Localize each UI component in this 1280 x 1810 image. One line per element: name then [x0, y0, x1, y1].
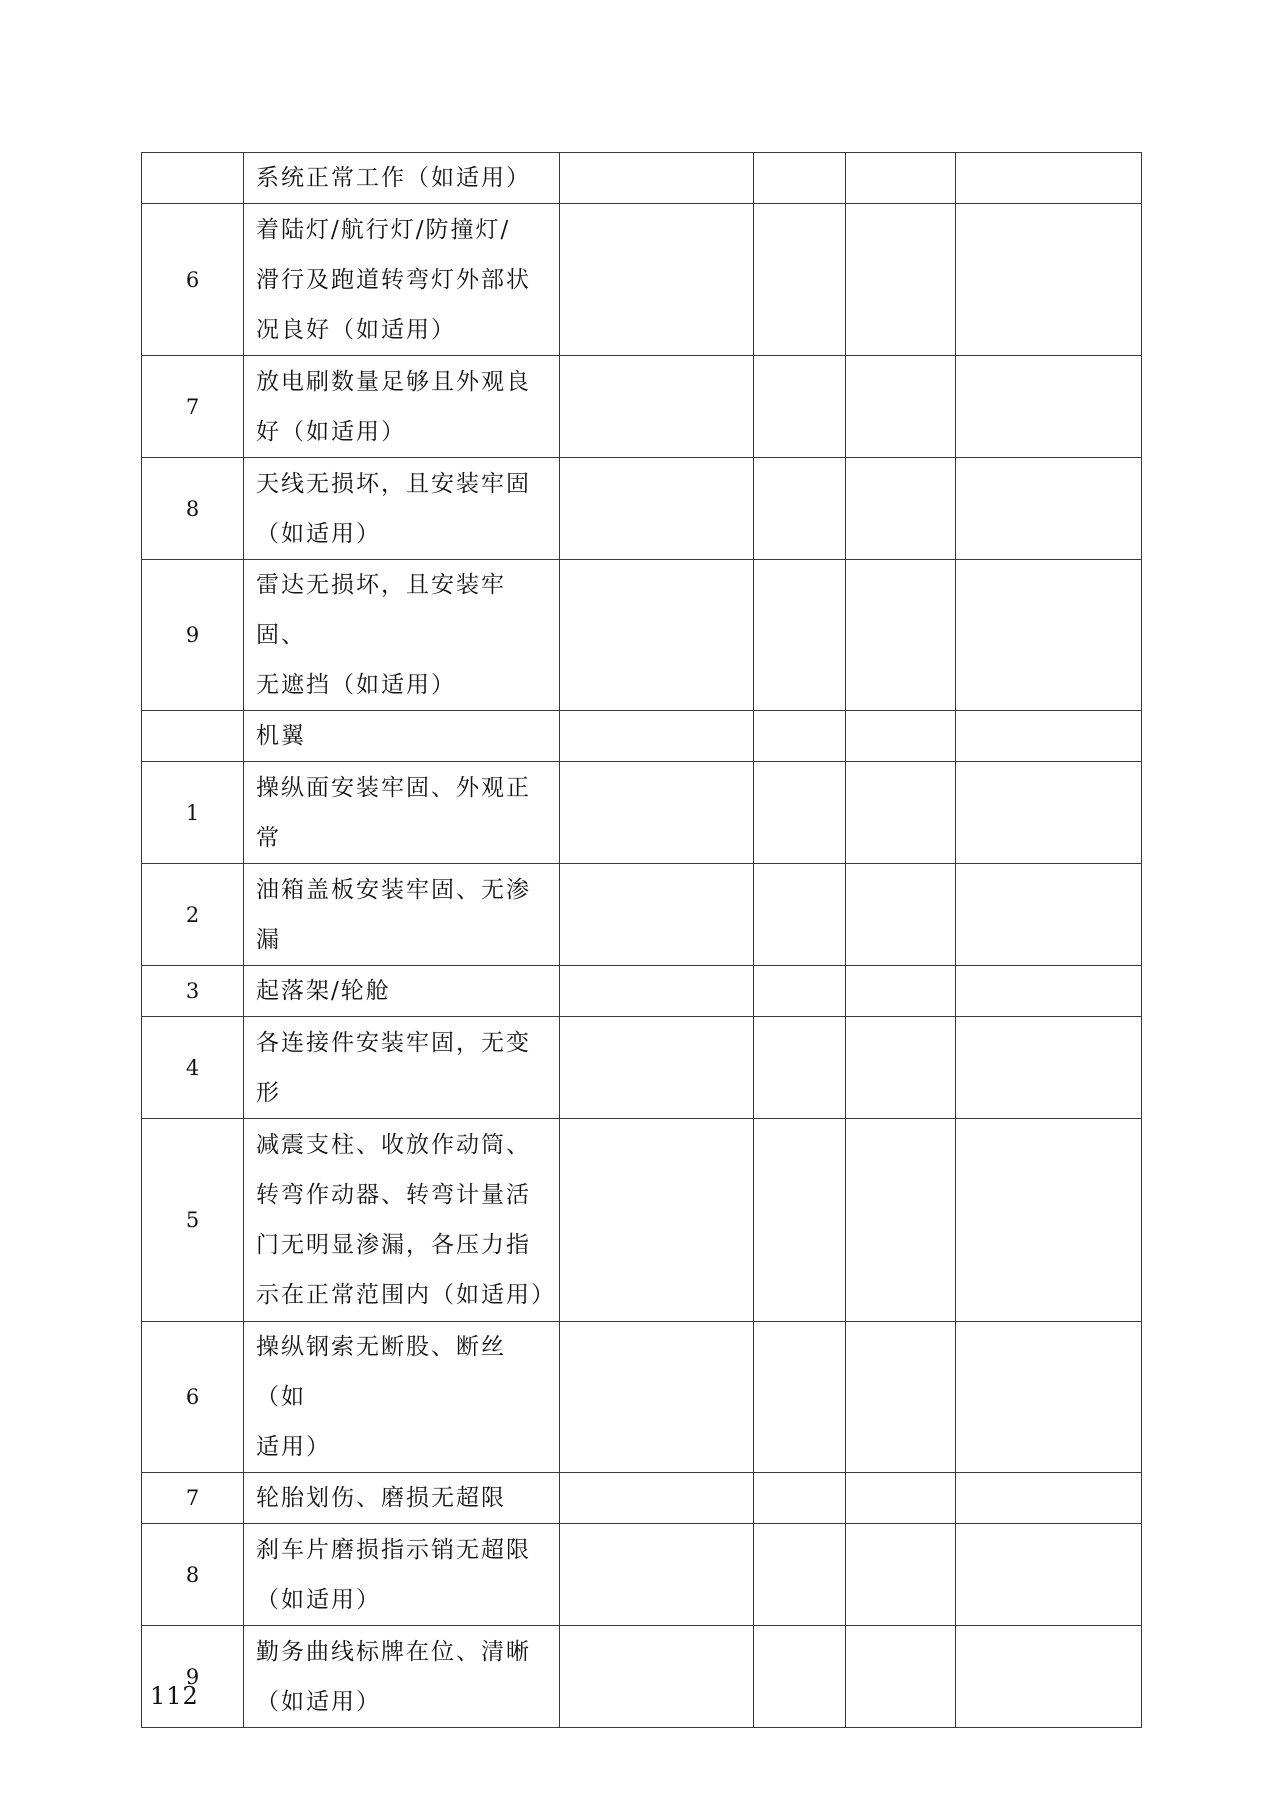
table-row — [142, 864, 1142, 966]
blank-cell — [754, 1017, 846, 1119]
row-number: 9 — [142, 1626, 244, 1728]
blank-cell — [560, 153, 754, 204]
table-row — [142, 1524, 1142, 1626]
blank-cell — [846, 1119, 956, 1322]
blank-cell — [560, 864, 754, 966]
blank-cell — [846, 1017, 956, 1119]
row-number — [142, 153, 244, 204]
inspection-item: 减震支柱、收放作动筒、 转弯作动器、转弯计量活 门无明显渗漏，各压力指 示在正常范围内（如适用） — [244, 1119, 560, 1322]
table-row — [142, 458, 1142, 560]
blank-cell — [560, 1322, 754, 1473]
row-number: 8 — [142, 458, 244, 560]
blank-cell — [956, 1322, 1142, 1473]
blank-cell — [754, 864, 846, 966]
blank-cell — [754, 153, 846, 204]
table-row — [142, 1626, 1142, 1728]
blank-cell — [560, 762, 754, 864]
inspection-item: 起落架/轮舱 — [244, 966, 560, 1017]
blank-cell — [956, 1017, 1142, 1119]
table-row — [142, 1119, 1142, 1322]
blank-cell — [846, 1626, 956, 1728]
table-row — [142, 204, 1142, 356]
blank-cell — [846, 966, 956, 1017]
row-number: 5 — [142, 1119, 244, 1322]
blank-cell — [846, 711, 956, 762]
row-number: 3 — [142, 966, 244, 1017]
table-row — [142, 762, 1142, 864]
blank-cell — [560, 1524, 754, 1626]
inspection-item: 油箱盖板安装牢固、无渗 漏 — [244, 864, 560, 966]
inspection-item: 系统正常工作（如适用） — [244, 153, 560, 204]
blank-cell — [560, 204, 754, 356]
blank-cell — [754, 204, 846, 356]
blank-cell — [846, 762, 956, 864]
row-number: 7 — [142, 356, 244, 458]
blank-cell — [560, 560, 754, 711]
row-number: 6 — [142, 204, 244, 356]
table-row — [142, 1017, 1142, 1119]
blank-cell — [754, 711, 846, 762]
inspection-item: 雷达无损坏，且安装牢固、 无遮挡（如适用） — [244, 560, 560, 711]
inspection-item: 各连接件安装牢固，无变 形 — [244, 1017, 560, 1119]
blank-cell — [846, 356, 956, 458]
row-number: 4 — [142, 1017, 244, 1119]
blank-cell — [754, 966, 846, 1017]
row-number: 6 — [142, 1322, 244, 1473]
blank-cell — [956, 560, 1142, 711]
blank-cell — [754, 1626, 846, 1728]
blank-cell — [956, 1473, 1142, 1524]
blank-cell — [560, 1017, 754, 1119]
blank-cell — [846, 458, 956, 560]
blank-cell — [560, 966, 754, 1017]
inspection-item: 操纵面安装牢固、外观正 常 — [244, 762, 560, 864]
blank-cell — [754, 356, 846, 458]
blank-cell — [754, 1119, 846, 1322]
row-number — [142, 711, 244, 762]
row-number: 2 — [142, 864, 244, 966]
blank-cell — [560, 458, 754, 560]
blank-cell — [956, 458, 1142, 560]
blank-cell — [846, 204, 956, 356]
blank-cell — [956, 762, 1142, 864]
blank-cell — [846, 153, 956, 204]
blank-cell — [956, 356, 1142, 458]
inspection-item: 轮胎划伤、磨损无超限 — [244, 1473, 560, 1524]
blank-cell — [846, 1322, 956, 1473]
row-number: 9 — [142, 560, 244, 711]
blank-cell — [560, 356, 754, 458]
inspection-checklist-table — [141, 152, 1142, 1728]
table-row — [142, 356, 1142, 458]
inspection-item: 勤务曲线标牌在位、清晰 （如适用） — [244, 1626, 560, 1728]
blank-cell — [956, 1626, 1142, 1728]
blank-cell — [956, 1524, 1142, 1626]
blank-cell — [560, 711, 754, 762]
checklist-body — [142, 153, 1142, 1728]
page-number: 112 — [150, 1682, 199, 1710]
blank-cell — [846, 1473, 956, 1524]
blank-cell — [560, 1473, 754, 1524]
blank-cell — [754, 762, 846, 864]
blank-cell — [754, 1322, 846, 1473]
row-number: 1 — [142, 762, 244, 864]
blank-cell — [956, 966, 1142, 1017]
blank-cell — [956, 1119, 1142, 1322]
row-number: 7 — [142, 1473, 244, 1524]
table-row — [142, 560, 1142, 711]
blank-cell — [846, 560, 956, 711]
blank-cell — [754, 560, 846, 711]
inspection-item: 天线无损坏，且安装牢固 （如适用） — [244, 458, 560, 560]
row-number: 8 — [142, 1524, 244, 1626]
table-row — [142, 1322, 1142, 1473]
inspection-item: 刹车片磨损指示销无超限 （如适用） — [244, 1524, 560, 1626]
blank-cell — [956, 711, 1142, 762]
table-row — [142, 966, 1142, 1017]
section-heading: 机翼 — [244, 711, 560, 762]
blank-cell — [846, 864, 956, 966]
table-row — [142, 711, 1142, 762]
blank-cell — [560, 1119, 754, 1322]
table-row — [142, 153, 1142, 204]
inspection-item: 操纵钢索无断股、断丝（如 适用） — [244, 1322, 560, 1473]
blank-cell — [754, 1473, 846, 1524]
blank-cell — [846, 1524, 956, 1626]
blank-cell — [560, 1626, 754, 1728]
blank-cell — [754, 458, 846, 560]
blank-cell — [956, 864, 1142, 966]
table-row — [142, 1473, 1142, 1524]
blank-cell — [956, 204, 1142, 356]
inspection-item: 放电刷数量足够且外观良 好（如适用） — [244, 356, 560, 458]
blank-cell — [956, 153, 1142, 204]
inspection-item: 着陆灯/航行灯/防撞灯/ 滑行及跑道转弯灯外部状 况良好（如适用） — [244, 204, 560, 356]
blank-cell — [754, 1524, 846, 1626]
